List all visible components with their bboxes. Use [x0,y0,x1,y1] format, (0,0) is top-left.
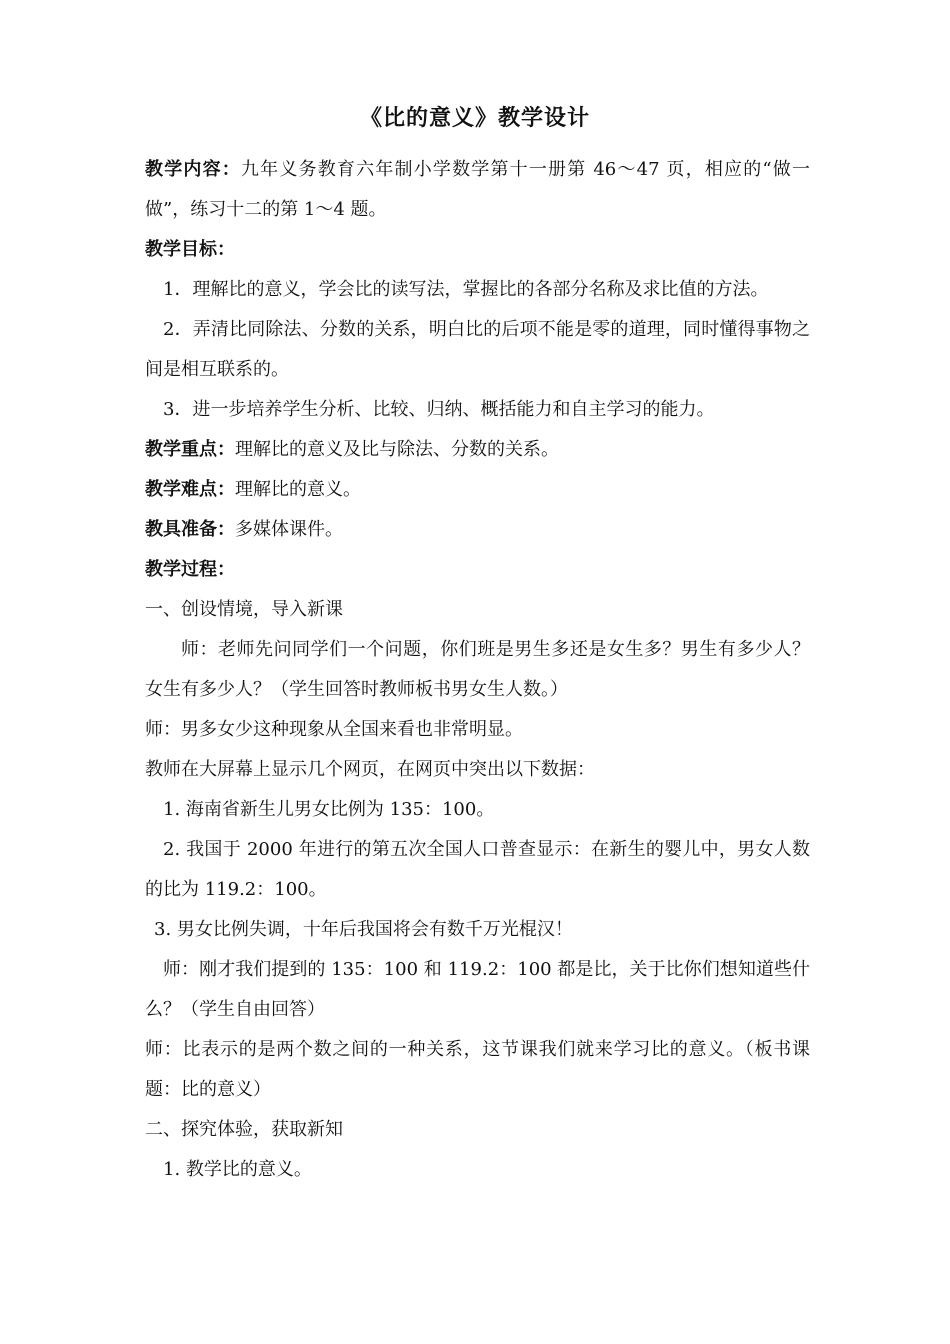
process-label: 教学过程： [145,559,235,580]
objectives-heading [145,230,810,270]
data-item-3: 3. 男女比例失调，十年后我国将会有数千万光棍汉！ [154,919,573,940]
difficulty-label: 教学难点： [145,479,235,500]
teaching-content-label: 教学内容： [145,159,241,180]
objectives-label: 教学目标： [145,239,235,260]
process-heading [145,550,810,590]
dialogue-paragraph-4: 师：刚才我们提到的 135：100 和 119.2：100 都是比，关于比你们想知道些什么？（学生自由回答） [145,959,810,1020]
document-body [145,150,810,1190]
data-item-2: 2. 我国于 2000 年进行的第五次全国人口普查显示：在新生的婴儿中，男女人数的比为 119.2：100。 [145,839,810,900]
objective-item-3: 3．进一步培养学生分析、比较、归纳、概括能力和自主学习的能力。 [163,399,715,420]
difficulty-paragraph [145,470,810,510]
dialogue-paragraph-2: 师：男多女少这种现象从全国来看也非常明显。 [145,719,523,740]
teaching-content-paragraph [145,150,810,230]
objective-item-1: 1．理解比的意义，学会比的读写法，掌握比的各部分名称及求比值的方法。 [163,279,769,300]
key-point-paragraph [145,430,810,470]
key-point-text: 理解比的意义及比与除法、分数的关系。 [235,439,559,460]
tools-label: 教具准备： [145,519,235,540]
document-title: 《比的意义》教学设计 [359,106,590,131]
tools-text: 多媒体课件。 [235,519,343,540]
lesson-item-1: 1. 教学比的意义。 [163,1159,312,1180]
data-item-1: 1. 海南省新生儿男女比例为 135：100。 [163,799,495,820]
objective-item-2: 2．弄清比同除法、分数的关系，明白比的后项不能是零的道理，同时懂得事物之间是相互联系的。 [145,319,810,380]
dialogue-paragraph-1: 师：老师先问同学们一个问题，你们班是男生多还是女生多？男生有多少人？女生有多少人？（学生回答时教师板书男女生人数。） [145,639,810,700]
section-heading-2: 二、探究体验，获取新知 [145,1119,343,1140]
teaching-content-text: 九年义务教育六年制小学数学第十一册第 46～47 页，相应的“做一做”，练习十二的第 1～4 题。 [145,159,811,220]
difficulty-text: 理解比的意义。 [235,479,361,500]
dialogue-paragraph-3: 教师在大屏幕上显示几个网页，在网页中突出以下数据： [145,759,595,780]
tools-paragraph [145,510,810,550]
dialogue-paragraph-5: 师：比表示的是两个数之间的一种关系，这节课我们就来学习比的意义。（板书课题：比的意义） [145,1039,810,1100]
key-point-label: 教学重点： [145,439,235,460]
section-heading-1: 一、创设情境，导入新课 [145,599,343,620]
